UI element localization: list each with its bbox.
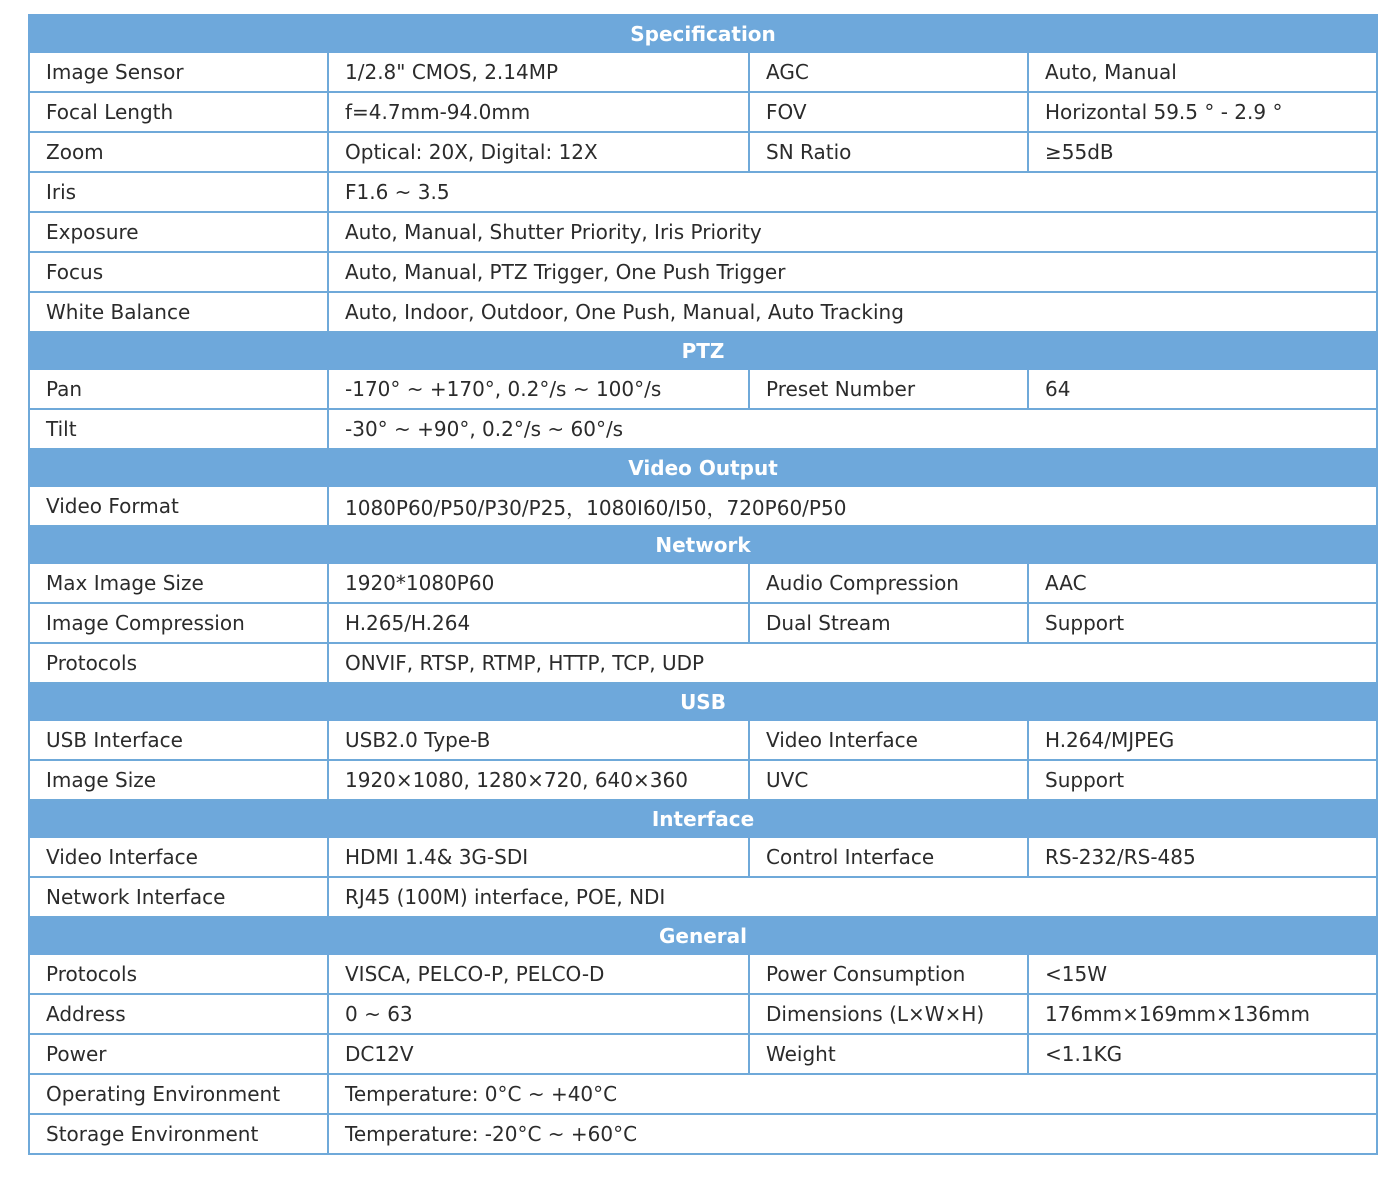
spec-value: F1.6 ~ 3.5 — [328, 172, 1377, 212]
spec-value: Auto, Manual, PTZ Trigger, One Push Trigger — [328, 252, 1377, 292]
table-row — [29, 1034, 1377, 1074]
spec-value: RS-232/RS-485 — [1028, 837, 1377, 877]
spec-value: -170° ~ +170°, 0.2°/s ~ 100°/s — [328, 369, 749, 409]
table-row — [29, 92, 1377, 132]
spec-label: Tilt — [29, 409, 328, 449]
section-header-row — [29, 917, 1377, 954]
section-title: USB — [29, 683, 1377, 720]
spec-value: H.265/H.264 — [328, 603, 749, 643]
section-header-row — [29, 15, 1377, 52]
spec-value: VISCA, PELCO-P, PELCO-D — [328, 954, 749, 994]
spec-label: Dual Stream — [749, 603, 1028, 643]
spec-table — [28, 14, 1378, 1155]
spec-value: -30° ~ +90°, 0.2°/s ~ 60°/s — [328, 409, 1377, 449]
table-row — [29, 1074, 1377, 1114]
spec-value: ≥55dB — [1028, 132, 1377, 172]
table-row — [29, 409, 1377, 449]
section-header-row — [29, 332, 1377, 369]
section-title: Interface — [29, 800, 1377, 837]
spec-label: Exposure — [29, 212, 328, 252]
table-row — [29, 760, 1377, 800]
table-row — [29, 486, 1377, 526]
table-row — [29, 52, 1377, 92]
spec-label: Preset Number — [749, 369, 1028, 409]
spec-value: Support — [1028, 603, 1377, 643]
spec-label: Focus — [29, 252, 328, 292]
spec-label: Protocols — [29, 954, 328, 994]
spec-value: RJ45 (100M) interface, POE, NDI — [328, 877, 1377, 917]
spec-value: 0 ~ 63 — [328, 994, 749, 1034]
spec-value: DC12V — [328, 1034, 749, 1074]
spec-label: Power Consumption — [749, 954, 1028, 994]
section-header-row — [29, 449, 1377, 486]
table-row — [29, 369, 1377, 409]
spec-value: Temperature: -20°C ~ +60°C — [328, 1114, 1377, 1154]
spec-label: Weight — [749, 1034, 1028, 1074]
table-row — [29, 1114, 1377, 1154]
spec-label: Audio Compression — [749, 563, 1028, 603]
spec-label: Storage Environment — [29, 1114, 328, 1154]
spec-value: Auto, Manual, Shutter Priority, Iris Priority — [328, 212, 1377, 252]
spec-value: AAC — [1028, 563, 1377, 603]
spec-value: Auto, Manual — [1028, 52, 1377, 92]
spec-value: Support — [1028, 760, 1377, 800]
spec-label: AGC — [749, 52, 1028, 92]
spec-label: Iris — [29, 172, 328, 212]
spec-label: Zoom — [29, 132, 328, 172]
spec-value: Optical: 20X, Digital: 12X — [328, 132, 749, 172]
spec-label: Pan — [29, 369, 328, 409]
section-header-row — [29, 683, 1377, 720]
table-row — [29, 954, 1377, 994]
spec-label: Image Sensor — [29, 52, 328, 92]
table-row — [29, 643, 1377, 683]
spec-value: 64 — [1028, 369, 1377, 409]
section-title: Specification — [29, 15, 1377, 52]
table-row — [29, 877, 1377, 917]
spec-value: 1920*1080P60 — [328, 563, 749, 603]
spec-label: FOV — [749, 92, 1028, 132]
table-row — [29, 603, 1377, 643]
spec-label: Dimensions (L×W×H) — [749, 994, 1028, 1034]
spec-label: Video Format — [29, 486, 328, 526]
section-header-row — [29, 800, 1377, 837]
spec-value: 1080P60/P50/P30/P25，1080I60/I50，720P60/P50 — [328, 486, 1377, 526]
table-row — [29, 172, 1377, 212]
section-title: PTZ — [29, 332, 1377, 369]
spec-label: Control Interface — [749, 837, 1028, 877]
table-row — [29, 252, 1377, 292]
spec-value: ONVIF, RTSP, RTMP, HTTP, TCP, UDP — [328, 643, 1377, 683]
spec-label: Focal Length — [29, 92, 328, 132]
table-row — [29, 837, 1377, 877]
table-row — [29, 212, 1377, 252]
section-title: Video Output — [29, 449, 1377, 486]
spec-label: Image Size — [29, 760, 328, 800]
spec-label: Address — [29, 994, 328, 1034]
spec-label: Power — [29, 1034, 328, 1074]
section-title: General — [29, 917, 1377, 954]
spec-label: Image Compression — [29, 603, 328, 643]
spec-value: HDMI 1.4& 3G-SDI — [328, 837, 749, 877]
spec-value: Auto, Indoor, Outdoor, One Push, Manual, Auto Tracking — [328, 292, 1377, 332]
spec-table-body — [29, 15, 1377, 1154]
table-row — [29, 994, 1377, 1034]
table-row — [29, 132, 1377, 172]
table-row — [29, 292, 1377, 332]
spec-value: f=4.7mm-94.0mm — [328, 92, 749, 132]
spec-value: 1/2.8" CMOS, 2.14MP — [328, 52, 749, 92]
spec-value: H.264/MJPEG — [1028, 720, 1377, 760]
spec-label: Protocols — [29, 643, 328, 683]
spec-value: 176mm×169mm×136mm — [1028, 994, 1377, 1034]
spec-label: SN Ratio — [749, 132, 1028, 172]
spec-label: Operating Environment — [29, 1074, 328, 1114]
section-title: Network — [29, 526, 1377, 563]
table-row — [29, 563, 1377, 603]
spec-label: USB Interface — [29, 720, 328, 760]
spec-label: Video Interface — [749, 720, 1028, 760]
spec-label: Network Interface — [29, 877, 328, 917]
spec-label: White Balance — [29, 292, 328, 332]
section-header-row — [29, 526, 1377, 563]
table-row — [29, 720, 1377, 760]
spec-value: 1920×1080, 1280×720, 640×360 — [328, 760, 749, 800]
spec-value: <15W — [1028, 954, 1377, 994]
spec-label: Video Interface — [29, 837, 328, 877]
spec-value: Temperature: 0°C ~ +40°C — [328, 1074, 1377, 1114]
spec-value: Horizontal 59.5 ° - 2.9 ° — [1028, 92, 1377, 132]
spec-label: UVC — [749, 760, 1028, 800]
spec-label: Max Image Size — [29, 563, 328, 603]
spec-value: USB2.0 Type-B — [328, 720, 749, 760]
spec-value: <1.1KG — [1028, 1034, 1377, 1074]
